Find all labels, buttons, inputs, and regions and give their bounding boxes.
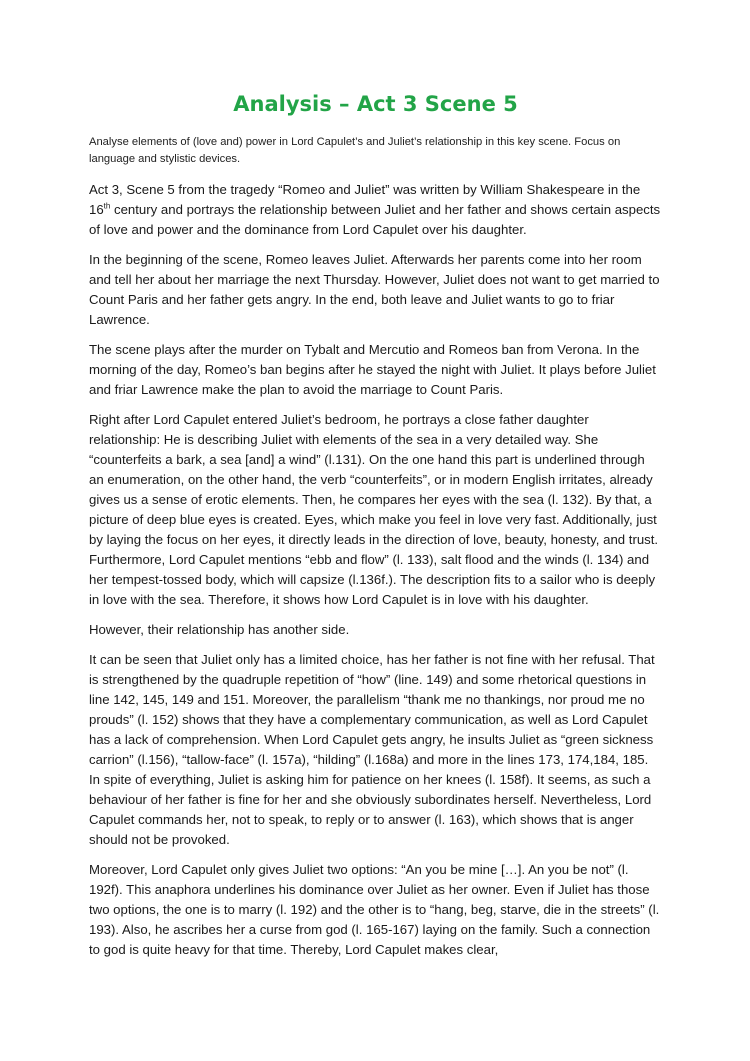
intro-text-end: century and portrays the relationship between Juliet and her father and shows certain aspects of love and power and the dominance from Lord Capulet over his daughter. — [89, 202, 661, 237]
intro-paragraph — [89, 180, 662, 240]
paragraph-power-analysis: It can be seen that Juliet only has a limited choice, has her father is not fine with her refusal. That is strengthened by the quadruple repetition of “how” (line. 149) and some rhetorical questions in line 142, 145, 149 and 151. Moreover, the parallelism “thank me no thankings, nor proud me no prouds” (l. 152) shows that they have a complementary communication, as well as Lord Capulet has a lack of comprehension. When Lord Capulet gets angry, he insults Juliet as “green sickness carrion” (l.156), “tallow-face” (l. 157a), “hilding” (l.168a) and more in the lines 173, 174,184, 185. In spite of everything, Juliet is asking him for patience on her knees (l. 158f). It seems, as such a behaviour of her father is fine for her and she obviously subordinates herself. Nevertheless, Lord Capulet commands her, not to speak, to reply or to answer (l. 163), which shows that is anger should not be provoked. — [89, 652, 655, 847]
paragraph-summary: In the beginning of the scene, Romeo leaves Juliet. Afterwards her parents come into her room and tell her about her marriage the next Thursday. However, Juliet does not want to get married to Count Paris and her father gets angry. In the end, both leave and Juliet wants to go to friar Lawrence. — [89, 252, 660, 327]
task-description: Analyse elements of (love and) power in Lord Capulet’s and Juliet’s relationship in this key scene. Focus on language and stylistic devices. — [89, 136, 621, 165]
paragraph-transition: However, their relationship has another side. — [89, 622, 350, 637]
paragraph-context: The scene plays after the murder on Tybalt and Mercutio and Romeos ban from Verona. In the morning of the day, Romeo’s ban begins after he stayed the night with Juliet. It plays before Juliet and friar Lawrence make the plan to avoid the marriage to Count Paris. — [89, 342, 656, 397]
document-title: Analysis – Act 3 Scene 5 — [233, 92, 518, 116]
paragraph-love-analysis: Right after Lord Capulet entered Juliet’s bedroom, he portrays a close father daughter relationship: He is describing Juliet with elements of the sea in a very detailed way. She “counterfeits a bark, a sea [and] a wind” (l.131). On the one hand this part is underlined through an enumeration, on the other hand, the verb “counterfeits”, or in modern English irritates, already gives us a sense of erotic elements. Then, he compares her eyes with the sea (l. 132). By that, a picture of deep blue eyes is created. Eyes, which make you feel in love very fast. Additionally, just by laying the focus on her eyes, it directly leads in the direction of love, beauty, honesty, and trust. Furthermore, Lord Capulet mentions “ebb and flow” (l. 133), salt flood and the winds (l. 134) and her tempest-tossed body, which will capsize (l.136f.). The description fits to a sailor who is deeply in love with the sea. Therefore, it shows how Lord Capulet is in love with his daughter. — [89, 412, 659, 607]
intro-text-start: Act 3, Scene 5 from the tragedy “Romeo and Juliet” was written by William Shakespeare in the 16 — [89, 182, 641, 217]
intro-superscript: th — [103, 201, 111, 211]
paragraph-options: Moreover, Lord Capulet only gives Juliet two options: “An you be mine […]. An you be not” (l. 192f). This anaphora underlines his dominance over Juliet as her owner. Even if Juliet has those two options, the one is to marry (l. 192) and the other is to “hang, beg, starve, die in the streets” (l. 193). Also, he ascribes her a curse from god (l. 165-167) laying on the family. Such a connection to god is quite heavy for that time. Thereby, Lord Capulet makes clear, — [89, 862, 660, 957]
